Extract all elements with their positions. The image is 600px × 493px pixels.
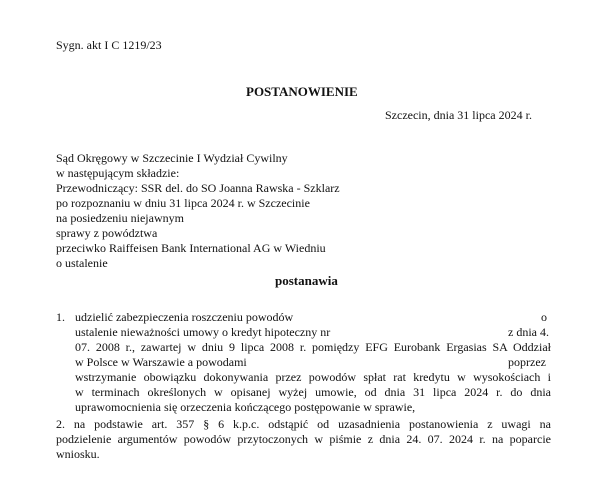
intro-line: przeciwko Raiffeisen Bank International AG w Wiedniu <box>56 241 326 255</box>
place-and-date: Szczecin, dnia 31 lipca 2024 r. <box>385 108 532 122</box>
item-line: udzielić zabezpieczenia roszczeniu powodów <box>75 310 294 324</box>
intro-line: sprawy z powództwa <box>56 226 158 240</box>
decision-heading: postanawia <box>275 273 338 288</box>
item-line: wstrzymanie obowiązku dokonywania przez powodów spłat rat kredytu w wysokościach i <box>75 370 551 384</box>
intro-line: o ustalenie <box>56 256 108 270</box>
item-line: uprawomocnienia się orzeczenia kończącego postępowanie w sprawie, <box>75 400 416 414</box>
item-line: 07. 2008 r., zawartej w dniu 9 lipca 2008 r. pomiędzy EFG Eurobank Ergasias SA Oddział <box>75 340 551 354</box>
item-line: w Polsce w Warszawie a powodami <box>75 355 247 369</box>
item-line: w terminach określonych w opisanej wyżej umowie, od dnia 31 lipca 2024 r. do dnia <box>75 385 551 399</box>
case-number: Sygn. akt I C 1219/23 <box>56 38 162 52</box>
intro-line: po rozpoznaniu w dniu 31 lipca 2024 r. w Szczecinie <box>56 196 310 210</box>
intro-line: Sąd Okręgowy w Szczecinie I Wydział Cywilny <box>56 151 288 165</box>
item-line: podzielenie argumentów powodów przytoczonych w piśmie z dnia 24. 07. 2024 r. na poparcie <box>56 432 551 446</box>
item-line: o <box>541 310 547 324</box>
item-line: poprzez <box>508 355 546 369</box>
intro-line: Przewodniczący: SSR del. do SO Joanna Rawska - Szklarz <box>56 181 340 195</box>
item-number: 1. <box>56 310 65 324</box>
intro-line: w następującym składzie: <box>56 166 180 180</box>
intro-line: na posiedzeniu niejawnym <box>56 211 184 225</box>
item-line: ustalenie nieważności umowy o kredyt hipoteczny nr <box>75 325 331 339</box>
item-line: z dnia 4. <box>508 325 549 339</box>
item-line: wniosku. <box>56 447 100 461</box>
document-title: POSTANOWIENIE <box>246 84 358 99</box>
item-line: 2. na podstawie art. 357 § 6 k.p.c. odstąpić od uzasadnienia postanowienia z uwagi na <box>56 417 551 431</box>
